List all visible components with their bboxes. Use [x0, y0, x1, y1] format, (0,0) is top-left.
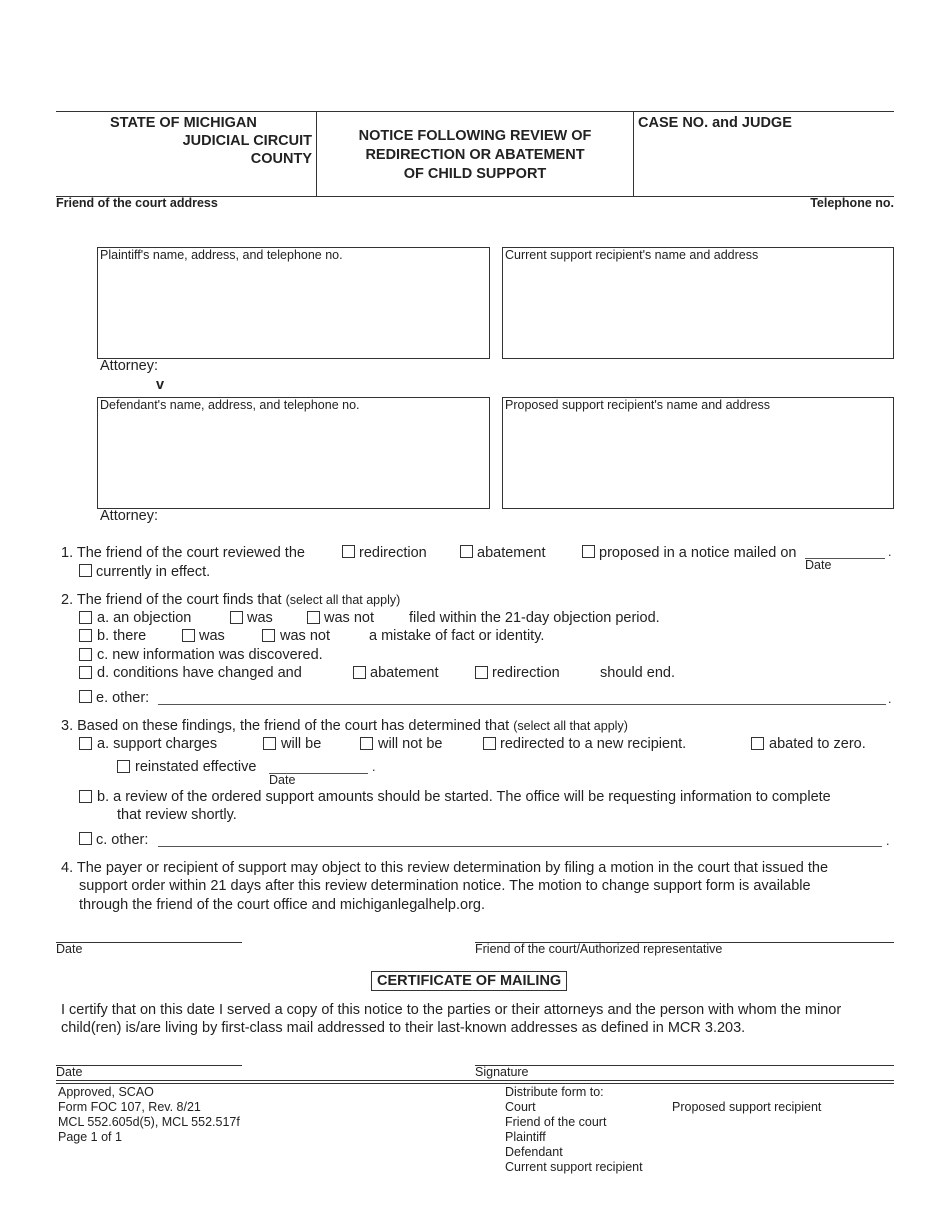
signature1-date-label: Date: [56, 942, 83, 956]
item2c-label: c. new information was discovered.: [97, 647, 323, 663]
item2a-tail: filed within the 21-day objection period.: [409, 610, 660, 626]
footer-dist-item: Defendant: [505, 1145, 563, 1159]
item1-current-checkbox[interactable]: [79, 564, 92, 577]
item4-line3: through the friend of the court office and michiganlegalhelp.org.: [79, 897, 485, 913]
item1-redirection-checkbox[interactable]: [342, 545, 355, 558]
item3a-redirected-label: redirected to a new recipient.: [500, 736, 687, 752]
item2b-was-label: was: [199, 628, 225, 644]
footer-dist-item: Friend of the court: [505, 1115, 607, 1129]
item3a-will-not-be-label: will not be: [378, 736, 443, 752]
item2b-was-checkbox[interactable]: [182, 629, 195, 642]
certificate-line1: I certify that on this date I served a copy of this notice to the parties or their attorneys and the person with whom the minor: [61, 1002, 842, 1018]
item2d-tail: should end.: [600, 665, 675, 681]
item4-line1: 4. The payer or recipient of support may object to this review determination by filing a motion in the court that issued the: [61, 860, 829, 876]
footer-distribute-title: Distribute form to:: [505, 1085, 604, 1099]
item2-text-main: 2. The friend of the court finds that: [61, 592, 282, 608]
certificate-date-label: Date: [56, 1065, 83, 1079]
item2e-checkbox[interactable]: [79, 690, 92, 703]
item3a-reinstated-checkbox[interactable]: [117, 760, 130, 773]
item2b-was-not-checkbox[interactable]: [262, 629, 275, 642]
item1-proposed-label: proposed in a notice mailed on: [599, 545, 797, 561]
item1-redirection-label: redirection: [359, 545, 427, 561]
certificate-date-field[interactable]: [56, 1065, 242, 1066]
footer-distribute: [505, 1085, 643, 1175]
item2d-abatement-checkbox[interactable]: [353, 666, 366, 679]
item2a-checkbox[interactable]: [79, 611, 92, 624]
item3b-checkbox[interactable]: [79, 790, 92, 803]
current-recipient-box[interactable]: [502, 247, 894, 359]
item2b-was-not-label: was not: [280, 628, 330, 644]
item1-date-label: Date: [805, 558, 832, 572]
county-label: COUNTY: [250, 151, 312, 167]
proposed-recipient-label: Proposed support recipient's name and address: [505, 398, 771, 412]
item4-line2: support order within 21 days after this review determination notice. The motion to change support form is available: [79, 878, 811, 894]
item3b-line2: that review shortly.: [117, 807, 237, 823]
item1-abatement-label: abatement: [477, 545, 546, 561]
item1-abatement-checkbox[interactable]: [460, 545, 473, 558]
item2-text: [61, 592, 400, 608]
item2d-label: d. conditions have changed and: [97, 665, 302, 681]
circuit-label: JUDICIAL CIRCUIT: [182, 133, 312, 149]
footer-dist-item: Court: [505, 1100, 536, 1114]
footer-dist-item: Plaintiff: [505, 1130, 546, 1144]
form-title-line2: REDIRECTION OR ABATEMENT: [365, 147, 585, 163]
telephone-label: Telephone no.: [810, 196, 894, 210]
footer-rule-top: [56, 1080, 894, 1081]
item1-period: .: [888, 545, 892, 559]
header-top-rule: [56, 111, 894, 112]
item2a-was-checkbox[interactable]: [230, 611, 243, 624]
versus-label: v: [156, 377, 165, 393]
footer-dist-right: Proposed support recipient: [672, 1100, 822, 1114]
item3a-redirected-checkbox[interactable]: [483, 737, 496, 750]
footer-form: Form FOC 107, Rev. 8/21: [58, 1100, 201, 1114]
item3c-other-field[interactable]: [158, 846, 882, 847]
item3a-will-not-be-checkbox[interactable]: [360, 737, 373, 750]
defendant-box[interactable]: [97, 397, 490, 509]
item3a-reinstated-period: .: [372, 760, 376, 774]
header-divider-right: [633, 111, 634, 196]
footer-approved: Approved, SCAO: [58, 1085, 154, 1099]
item2-select-note: (select all that apply): [285, 593, 401, 607]
signature1-date-field[interactable]: [56, 942, 242, 943]
item3-select-note: (select all that apply): [513, 719, 628, 733]
item2d-redirection-label: redirection: [492, 665, 560, 681]
item3a-abated-label: abated to zero.: [769, 736, 866, 752]
defendant-attorney-label: Attorney:: [100, 508, 159, 524]
certificate-signature-label: Signature: [475, 1065, 529, 1079]
footer-mcl: MCL 552.605d(5), MCL 552.517f: [58, 1115, 240, 1129]
form-title-line1: NOTICE FOLLOWING REVIEW OF: [358, 128, 592, 144]
item2e-other-field[interactable]: [158, 704, 886, 705]
item3a-reinstated-label: reinstated effective: [135, 759, 257, 775]
item3-text: [61, 718, 628, 734]
item2e-period: .: [888, 692, 892, 706]
item3a-label: a. support charges: [97, 736, 218, 752]
item3-text-main: 3. Based on these findings, the friend of the court has determined that: [61, 718, 510, 734]
signature1-rep-label: Friend of the court/Authorized representative: [475, 942, 723, 956]
state-label: STATE OF MICHIGAN: [110, 115, 257, 131]
plaintiff-label: Plaintiff's name, address, and telephone no.: [100, 248, 343, 262]
item3b-line1: b. a review of the ordered support amounts should be started. The office will be requesting information to complete: [97, 789, 831, 805]
item2c-checkbox[interactable]: [79, 648, 92, 661]
item1-current-label: currently in effect.: [96, 564, 211, 580]
item3c-label: c. other:: [96, 832, 149, 848]
item3a-checkbox[interactable]: [79, 737, 92, 750]
item2b-label: b. there: [97, 628, 147, 644]
item3c-period: .: [886, 834, 890, 848]
item1-text: 1. The friend of the court reviewed the: [61, 545, 305, 561]
footer-left: [58, 1085, 240, 1145]
footer-dist-item: Current support recipient: [505, 1160, 643, 1174]
item2d-checkbox[interactable]: [79, 666, 92, 679]
item3a-reinstated-date-label: Date: [269, 773, 296, 787]
item2a-was-not-label: was not: [324, 610, 374, 626]
footer-page: Page 1 of 1: [58, 1130, 122, 1144]
certificate-line2: child(ren) is/are living by first-class mail addressed to their last-known addresses as defined in MCR 3.203.: [61, 1020, 746, 1036]
item2e-label: e. other:: [96, 690, 150, 706]
case-no-label: CASE NO. and JUDGE: [638, 115, 792, 131]
item3a-will-be-checkbox[interactable]: [263, 737, 276, 750]
defendant-label: Defendant's name, address, and telephone no.: [100, 398, 360, 412]
item2b-tail: a mistake of fact or identity.: [369, 628, 545, 644]
item2d-abatement-label: abatement: [370, 665, 439, 681]
item3a-abated-checkbox[interactable]: [751, 737, 764, 750]
footer-rule-bottom: [56, 1083, 894, 1084]
item2a-label: a. an objection: [97, 610, 192, 626]
item3a-will-be-label: will be: [281, 736, 322, 752]
form-title-line3: OF CHILD SUPPORT: [403, 166, 547, 182]
form-title: [317, 127, 633, 184]
item2b-checkbox[interactable]: [79, 629, 92, 642]
plaintiff-box[interactable]: [97, 247, 490, 359]
item1-proposed-checkbox[interactable]: [582, 545, 595, 558]
certificate-title: CERTIFICATE OF MAILING: [371, 971, 567, 991]
item2a-was-not-checkbox[interactable]: [307, 611, 320, 624]
plaintiff-attorney-label: Attorney:: [100, 358, 159, 374]
proposed-recipient-box[interactable]: [502, 397, 894, 509]
foc-address-label: Friend of the court address: [56, 196, 218, 210]
certificate-signature-field[interactable]: [475, 1065, 894, 1066]
current-recipient-label: Current support recipient's name and address: [505, 248, 759, 262]
item3c-checkbox[interactable]: [79, 832, 92, 845]
item2a-was-label: was: [247, 610, 273, 626]
item2d-redirection-checkbox[interactable]: [475, 666, 488, 679]
